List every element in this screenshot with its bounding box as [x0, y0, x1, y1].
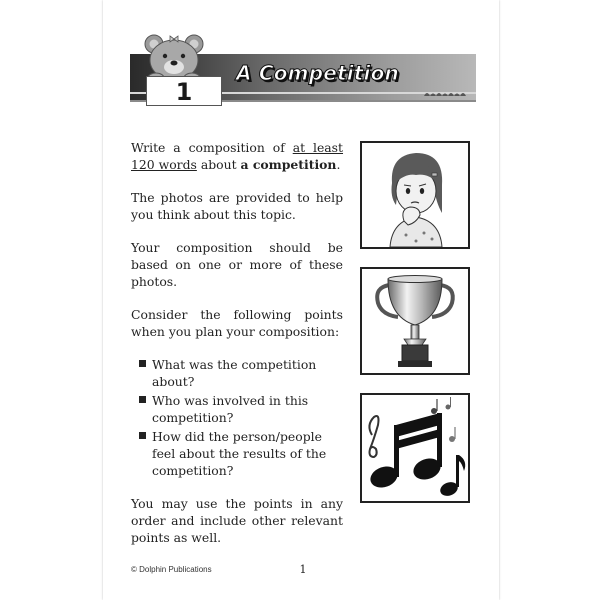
- closing-paragraph: You may use the points in any order and include other relevant points as well.: [131, 496, 343, 545]
- chapter-number: 1: [175, 78, 193, 106]
- chapter-number-box: [146, 76, 222, 106]
- instruction-end: .: [336, 157, 341, 172]
- list-item: [139, 428, 343, 479]
- instructions-column: [131, 139, 343, 562]
- point-text: What was the competition about?: [152, 357, 317, 389]
- music-notes-icon: [362, 395, 468, 501]
- word-count-requirement: at least 120 words: [131, 140, 344, 172]
- square-bullet-icon: [139, 360, 146, 367]
- list-item: [139, 356, 343, 390]
- guide-points-list: [131, 356, 343, 479]
- instruction-middle: about: [196, 157, 241, 172]
- trophy-icon: [362, 269, 468, 373]
- point-text: Who was involved in this competition?: [152, 393, 309, 425]
- topic-text: a competition: [240, 157, 337, 172]
- photo-frame-girl: [360, 141, 470, 249]
- grass-icon: [424, 90, 470, 96]
- publisher-credit: © Dolphin Publications: [131, 565, 212, 574]
- photo-frame-trophy: [360, 267, 470, 375]
- page-number: 1: [299, 563, 307, 576]
- thinking-girl-icon: [362, 143, 468, 247]
- list-item: [139, 392, 343, 426]
- page-title: A Competition: [236, 61, 399, 85]
- consider-paragraph: Consider the following points when you plan your composition:: [131, 307, 343, 339]
- instruction-paragraph: [131, 139, 343, 173]
- point-text: How did the person/people feel about the results of the competition?: [152, 429, 327, 478]
- square-bullet-icon: [139, 432, 146, 439]
- based-on-paragraph: Your composition should be based on one or more of these photos.: [131, 240, 343, 289]
- photo-frame-music: [360, 393, 470, 503]
- square-bullet-icon: [139, 396, 146, 403]
- instruction-lead: Write a composition of: [131, 140, 293, 155]
- photos-paragraph: The photos are provided to help you think about this topic.: [131, 190, 343, 222]
